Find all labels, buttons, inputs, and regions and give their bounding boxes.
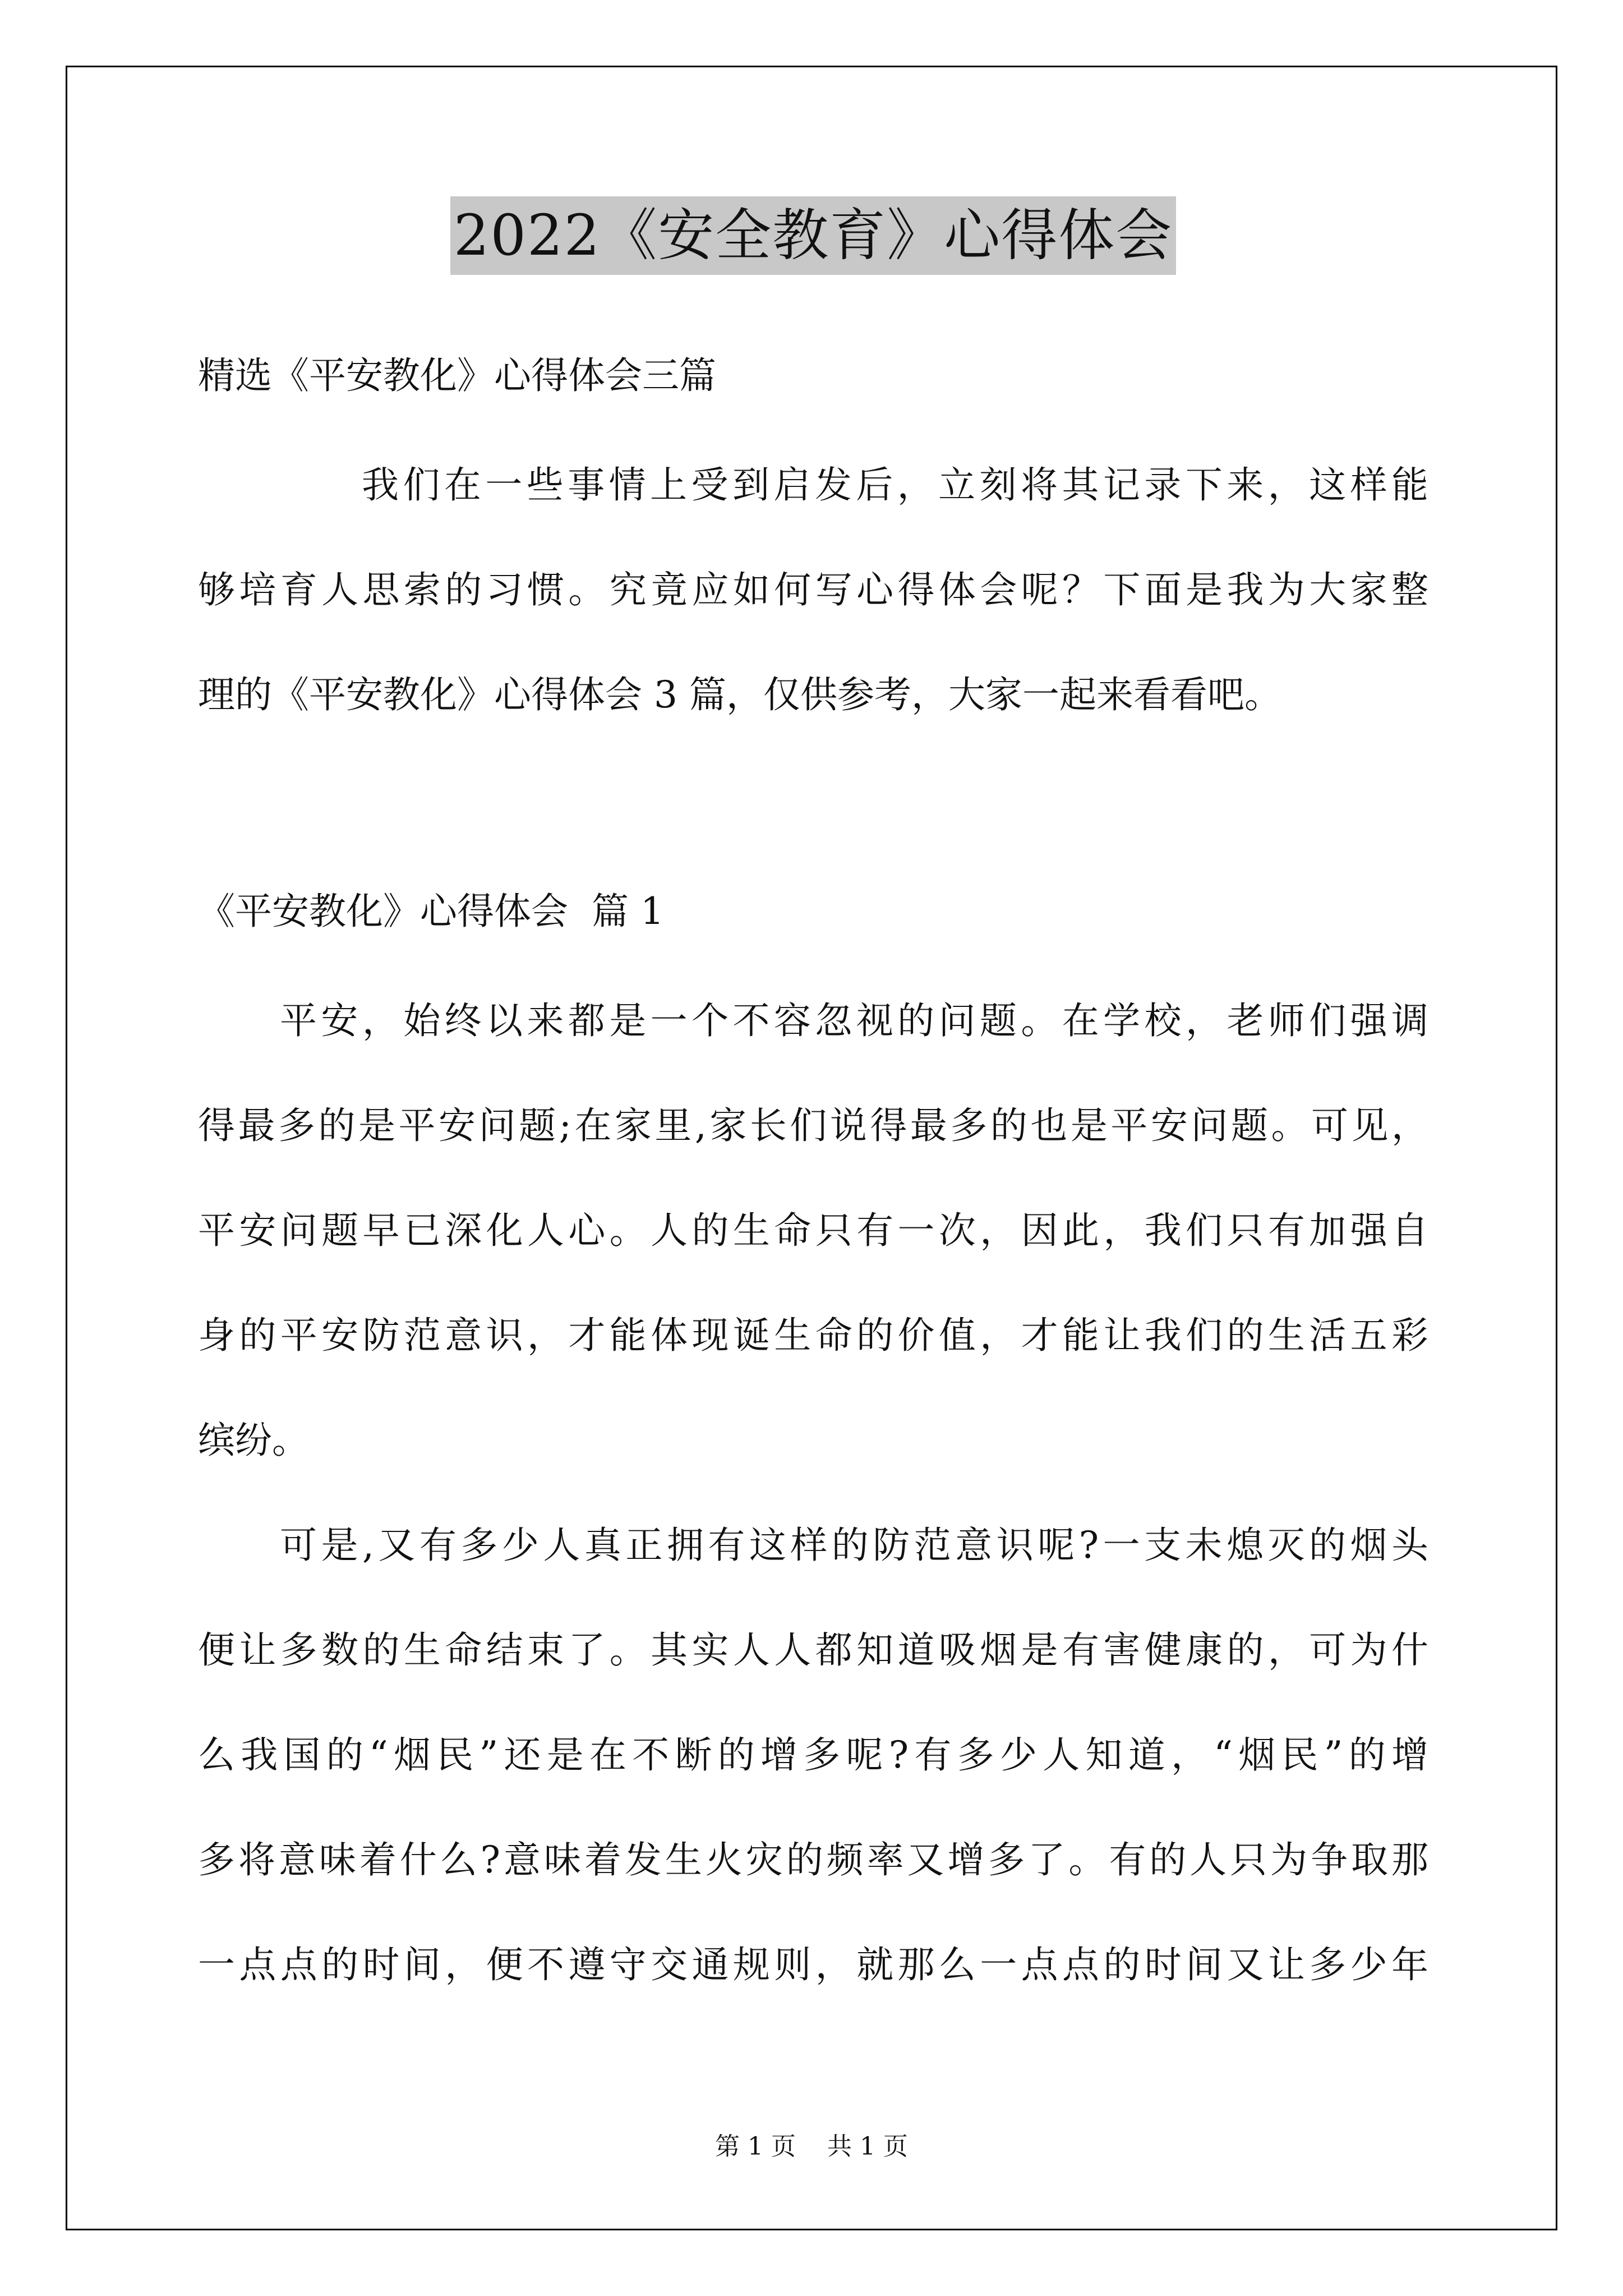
paragraph-line: 得最多的是平安问题;在家里,家长们说得最多的也是平安问题。可见， bbox=[198, 1104, 1428, 1147]
section-heading: 《平安教化》心得体会 篇 1 bbox=[198, 890, 664, 933]
intro-line: 理的《平安教化》心得体会 3 篇，仅供参考，大家一起来看看吧。 bbox=[198, 673, 1281, 716]
intro-line: 我们在一些事情上受到启发后，立刻将其记录下来，这样能 bbox=[362, 463, 1428, 507]
paragraph-line: 么我国的“烟民”还是在不断的增多呢?有多少人知道，“烟民”的增 bbox=[198, 1733, 1428, 1777]
paragraph-line: 缤纷。 bbox=[198, 1419, 309, 1462]
paragraph-line: 平安，始终以来都是一个不容忽视的问题。在学校，老师们强调 bbox=[280, 999, 1428, 1042]
document-title: 2022《安全教育》心得体会 bbox=[450, 196, 1177, 275]
title-container bbox=[198, 196, 1428, 275]
paragraph-line: 可是,又有多少人真正拥有这样的防范意识呢?一支未熄灭的烟头 bbox=[280, 1524, 1428, 1567]
intro-line: 够培育人思索的习惯。究竟应如何写心得体会呢？下面是我为大家整 bbox=[198, 568, 1428, 611]
paragraph-line: 平安问题早已深化人心。人的生命只有一次，因此，我们只有加强自 bbox=[198, 1209, 1428, 1252]
paragraph-line: 一点点的时间，便不遵守交通规则，就那么一点点的时间又让多少年 bbox=[198, 1943, 1428, 1986]
page-footer: 第 1 页 共 1 页 bbox=[715, 2132, 908, 2161]
subtitle: 精选《平安教化》心得体会三篇 bbox=[198, 354, 716, 397]
paragraph-line: 便让多数的生命结束了。其实人人都知道吸烟是有害健康的，可为什 bbox=[198, 1628, 1428, 1672]
paragraph-line: 身的平安防范意识，才能体现诞生命的价值，才能让我们的生活五彩 bbox=[198, 1314, 1428, 1357]
paragraph-line: 多将意味着什么?意味着发生火灾的频率又增多了。有的人只为争取那 bbox=[198, 1838, 1428, 1881]
